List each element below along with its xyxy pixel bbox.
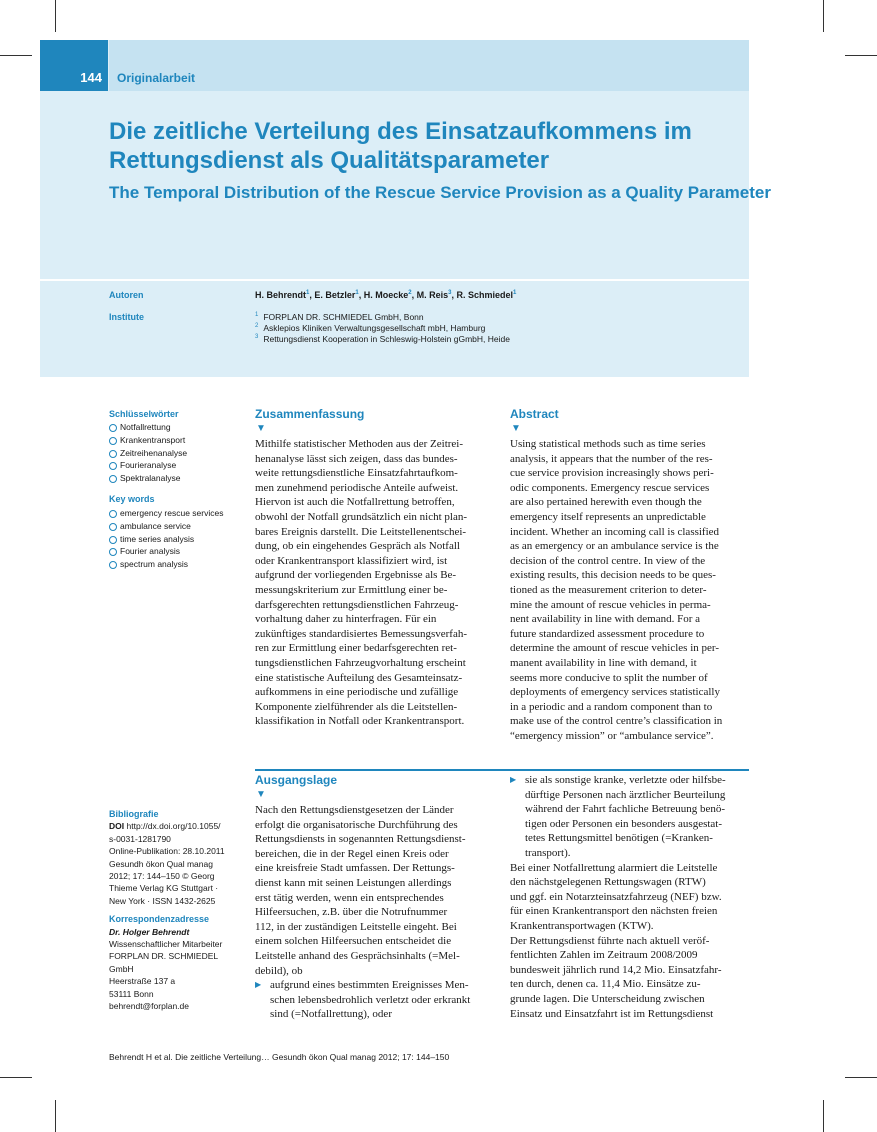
- biblio-line: 2012; 17: 144–150 © Georg: [109, 871, 215, 882]
- keyword-item: emergency rescue services: [109, 507, 223, 520]
- triangle-down-icon: ▼: [511, 423, 521, 434]
- keyword-item: time series analysis: [109, 533, 223, 546]
- email-link[interactable]: behrendt@forplan.de: [109, 1001, 189, 1012]
- abstract-heading: Abstract: [510, 407, 559, 421]
- paragraph: Bei einer Notfallrettung alarmiert die Leitstelle den nächstgelegenen Rettungswagen (RTW) und ggf. ein Notarzteinsatzfahrzeug (NEF) bzw. für einen Krankentransport den nächsten freien Krankentransportwagen (KTW).: [510, 861, 722, 932]
- author: M. Reis$^3$,: [416, 290, 457, 300]
- institute-item: $^2$ Asklepios Kliniken Verwaltungsgesellschaft mbH, Hamburg: [255, 323, 486, 333]
- keywords-en-list: [109, 507, 223, 571]
- institute-item: $^3$ Rettungsdienst Kooperation in Schleswig-Holstein gGmbH, Heide: [255, 334, 510, 344]
- crop-mark: [845, 55, 877, 56]
- biblio-line: GmbH: [109, 963, 134, 974]
- keyword-item: Fourieranalyse: [109, 459, 187, 472]
- biblio-line: FORPLAN DR. SCHMIEDEL: [109, 951, 219, 962]
- authors-label: Autoren: [109, 290, 144, 300]
- author: R. Schmiedel$^1$: [456, 290, 517, 300]
- triangle-down-icon: ▼: [256, 789, 266, 800]
- keyword-item: Notfallrettung: [109, 421, 187, 434]
- title-english: The Temporal Distribution of the Rescue Service Provision as a Quality Parameter: [109, 183, 771, 202]
- zusammenfassung-heading: Zusammenfassung: [255, 407, 365, 421]
- author: E. Betzler$^1$,: [314, 290, 364, 300]
- biblio-line: Wissenschaftlicher Mitarbeiter: [109, 939, 223, 950]
- keyword-item: Zeitreihenanalyse: [109, 447, 187, 460]
- bibliography-block: [109, 808, 239, 1013]
- doi-line: DOI http://dx.doi.org/10.1055/: [109, 821, 221, 832]
- keywords-de-list: [109, 421, 187, 485]
- institute-item: $^1$ FORPLAN DR. SCHMIEDEL GmbH, Bonn: [255, 312, 424, 322]
- section-rule: [255, 769, 749, 771]
- ausgangslage-text: Nach den Rettungsdienstgesetzen der Länder erfolgt die organisatorische Durchführung des Rettungsdiensts in sogenannten Rettungsdienst- bereichen, die in der Regel einen Kreis oder eine kreisfreie Stadt umfassen. Der Rettungs- dienst kann mit seinen Leistungen allerdings erst tätig werden, wenn ein entsprechendes Hilfeersuchen, z.B. über die Notrufnummer 112, in der zuständigen Leitstelle eingeht. Bei einem solchen Hilfeersuchen entscheidet die Leitstelle anhand des Gesprächsinhalts (=Mel- debild), ob ▶ aufgrund eines bestimmten Ereignisses Men- schen lebensbedrohlich verletzt oder erkrankt sind (=Notfallrettung), oder: [255, 803, 493, 1022]
- author: H. Behrendt$^1$,: [255, 290, 315, 300]
- crop-mark: [823, 0, 824, 32]
- abstract-text: Using statistical methods such as time series analysis, it appears that the number of the res- cue service provision increasingly shows peri- odic components. Emergency rescue services are also pertained herewith even though the emergency itself represents an unpredictable incident. Whether an incoming call is classified as an emergency or an ambulance service is the decision of the control centre. In view of the existing results, this decision needs to be ques- tioned as the measurement criterion to deter- mine the amount of rescue vehicles in perma- nent availability in line with demand. For a future standardized assessment procedure to determine the amount of rescue vehicles in per- manent availability in line with demand, it seems more conducive to split the number of deployments of emergency services statistically in a periodic and a random component than to make use of the control centre’s classification in “emergency mission” or “ambulance service”.: [510, 438, 723, 742]
- keyword-item: ambulance service: [109, 520, 223, 533]
- section-label: Originalarbeit: [117, 71, 196, 85]
- crop-mark: [0, 55, 32, 56]
- keywords-en-heading: Key words: [109, 494, 155, 504]
- correspondence-heading: Korrespondenzadresse: [109, 914, 210, 925]
- title-german-line: Die zeitliche Verteilung des Einsatzaufkommens im: [109, 118, 692, 145]
- crop-mark: [55, 0, 56, 32]
- keyword-item: spectrum analysis: [109, 558, 223, 571]
- institute-label: Institute: [109, 312, 144, 322]
- keyword-item: Krankentransport: [109, 434, 187, 447]
- crop-mark: [823, 1100, 824, 1132]
- biblio-line: New York · ISSN 1432-2625: [109, 895, 216, 906]
- header-strip: [109, 40, 749, 91]
- biblio-line: s-0031-1281790: [109, 833, 171, 844]
- biblio-line: 53111 Bonn: [109, 988, 154, 999]
- biblio-line: Heerstraße 137 a: [109, 976, 176, 987]
- page-number: 144: [80, 70, 102, 85]
- title-german-line: Rettungsdienst als Qualitätsparameter: [109, 147, 550, 174]
- biblio-line: Gesundh ökon Qual manag: [109, 858, 213, 869]
- ausgangslage-heading: Ausgangslage: [255, 773, 338, 787]
- keyword-item: Fourier analysis: [109, 545, 223, 558]
- zusammenfassung-text: Mithilfe statistischer Methoden aus der Zeitrei- henanalyse lässt sich zeigen, dass das bundes- weite rettungsdienstliche Einsatzfahrtaufkom- men zunehmend periodische Anteile aufweist. Hiervon ist auch die Notfallrettung betroffen, obwohl der Notfall grundsätzlich ein nicht plan- bares Ereignis darstellt. Die Leitstellenentschei- dung, ob ein eingehendes Gespräch als Notfall oder Krankentransport klassifiziert wird, ist aufgrund der vorliegenden Ergebnisse als Be- messungskriterium zur Ermittlung einer be- darfsgerechten rettungsdienstlichen Fahrzeug- vorhaltung daher zu hinterfragen. Für ein zukünftiges standardisiertes Bemessungsverfah- ren zur Ermittlung einer bedarfsgerechten ret- tungsdienstlichen Fahrzeugvorhaltung erscheint eine statistische Aufteilung des Gesamteinsatz- aufkommens in eine periodische und zufällige Komponente zielführender als die Leitstellen- klassifikation in Notfall oder Krankentransport.: [255, 438, 467, 728]
- right-column-text: [510, 773, 749, 1021]
- page-footer: Behrendt H et al. Die zeitliche Verteilung… Gesundh ökon Qual manag 2012; 17: 144–150: [109, 1052, 450, 1062]
- bullet-item: ▶ aufgrund eines bestimmten Ereignisses Men- schen lebensbedrohlich verletzt oder erkrankt sind (=Notfallrettung), oder: [255, 978, 493, 1022]
- paragraph: Der Rettungsdienst führte nach aktuell veröf- fentlichten Zahlen im Zeitraum 2008/2009 bundesweit jährlich rund 14,2 Mio. Einsatzfahr- ten durch, denen ca. 11,4 Mio. Einsätze zu- grunde lagen. Die Unterscheidung zwischen Einsatz und Einsatzfahrt ist im Rettungsdienst: [510, 934, 722, 1020]
- title-german: [109, 117, 749, 175]
- keyword-item: Spektralanalyse: [109, 472, 187, 485]
- crop-mark: [55, 1100, 56, 1132]
- crop-mark: [0, 1077, 32, 1078]
- doi-link[interactable]: http://dx.doi.org/10.1055/: [126, 821, 221, 832]
- correspondence-name: Dr. Holger Behrendt: [109, 926, 190, 937]
- keywords-de-heading: Schlüsselwörter: [109, 409, 179, 419]
- biblio-line: Thieme Verlag KG Stuttgart ·: [109, 883, 219, 894]
- author: H. Moecke$^2$,: [363, 290, 417, 300]
- triangle-down-icon: ▼: [256, 423, 266, 434]
- crop-mark: [845, 1077, 877, 1078]
- bullet-item: ▶ sie als sonstige kranke, verletzte oder hilfsbe- dürftige Personen nach ärztlicher Beurteilung während der Fahrt fachliche Betreuung benö- tigen oder Personen ein besonders ausgestat- tetes Rettungsmittel benötigen (=Kranken- transport).: [510, 773, 749, 861]
- author-list: [255, 290, 516, 300]
- biblio-line: Online-Publikation: 28.10.2011: [109, 846, 225, 857]
- bibliography-heading: Bibliografie: [109, 809, 159, 819]
- header-divider: [40, 279, 749, 281]
